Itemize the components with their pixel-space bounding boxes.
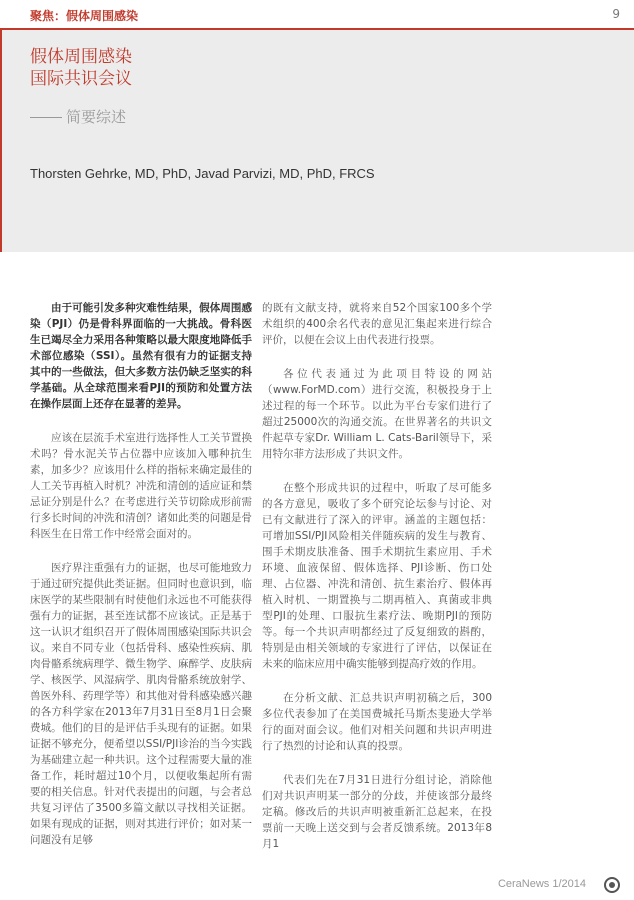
dash-decoration (30, 117, 62, 118)
article-title-line2: 国际共识会议 (30, 69, 132, 89)
page-number: 9 (612, 7, 620, 21)
body-paragraph: 代表们先在7月31日进行分组讨论，消除他们对共识声明某一部分的分歧，并使该部分最终定稿。修改后的共识声明被重新汇总起来，在投票前一天晚上送交到与会者反馈系统。2013年8月1 (262, 774, 492, 850)
article-subtitle (30, 106, 126, 127)
body-paragraph: 各位代表通过为此项目特设的网站（www.ForMD.com）进行交流，积极投身于上述过程的每一个环节。以此为平台专家们进行了超过25000次的沟通交流。在世界著名的共识文件起草专家Dr. William L. Cats-Baril领导下，采用特尔菲方法形成了共识文件。 (262, 368, 492, 460)
article-title-line1: 假体周围感染 (30, 47, 132, 67)
authors: Thorsten Gehrke, MD, PhD, Javad Parvizi, MD, PhD, FRCS (30, 166, 375, 181)
ceram-logo-icon (604, 877, 620, 893)
body-paragraph: 在整个形成共识的过程中，听取了尽可能多的各方意见，吸收了多个研究论坛参与讨论、对已有文献进行了深入的评审。涵盖的主题包括：可增加SSI/PJI风险相关伴随疾病的发生与教育、围手术期皮肤准备、围手术期抗生素应用、手术环境、血液保留、假体选择、PJI诊断、伤口处理、占位器、冲洗和清创、抗生素治疗、假体再植入时机、一期置换与二期再植入、真菌或非典型PJI的处理、口服抗生素疗法、晚期PJI的预防等。每一个共识声明都经过了反复细致的斟酌，特别是由相关领域的专家进行了评估，以保证在未来的临床应用中确实能够到提高疗效的作用。 (262, 482, 492, 670)
body-paragraph: 的既有文献支持，就将来自52个国家100多个学术组织的400余名代表的意见汇集起来进行综合评价，以便在会议上由代表进行投票。 (262, 302, 492, 346)
accent-line (0, 28, 2, 252)
top-bar (0, 0, 634, 30)
body-paragraph: 在分析文献、汇总共识声明初稿之后，300多位代表参加了在美国费城托马斯杰斐逊大学举行的面对面会议。他们对相关问题和共识声明进行了热烈的讨论和认真的投票。 (262, 692, 492, 752)
issue-label: CeraNews 1/2014 (497, 878, 586, 890)
left-column (30, 300, 252, 866)
lead-paragraph: 由于可能引发多种灾难性结果，假体周围感染（PJI）仍是骨科界面临的一大挑战。骨科医生已竭尽全力采用各种策略以最大限度地降低手术部位感染（SSI）。虽然有很有力的证据支持其中的一些做法，但大多数方法仍缺乏坚实的科学基础。从全球范围来看PJI的预防和处置方法在操作层面上还存在显著的差异。 (30, 302, 252, 410)
section-tag: 聚焦：假体周围感染 (30, 9, 139, 23)
body-paragraph: 应该在层流手术室进行选择性人工关节置换术吗？骨水泥关节占位器中应该加入哪种抗生素，加多少？应该用什么样的指标来确定最佳的人工关节再植入时机？冲洗和清创的适应证和禁忌证分别是什么？在考虑进行关节切除成形前需行多长时间的冲洗和清创？诸如此类的问题是骨科医生在日常工作中经常会面对的。 (30, 432, 252, 540)
body-paragraph: 医疗界注重强有力的证据，也尽可能地致力于通过研究提供此类证据。但同时也意识到，临床医学的某些限制有时使他们永远也不可能获得强有力的证据，甚至连试都不应该试。正是基于这一认识才组织召开了假体周围感染国际共识会议。来自不同专业（包括骨科、感染性疾病、肌肉骨骼系统病理学、微生物学、麻醉学、皮肤病学、核医学、风湿病学、肌肉骨骼系统放射学、兽医外科、药理学等）和其他对骨科感染感兴趣的各方科学家在2013年7月31日至8月1日会聚费城。他们的目的是评估手头现有的证据。如果证据不够充分，便希望以SSI/PJI诊治的当今实践为基础建立起一种共识。这个过程需要大量的准备工作，耗时超过10个月，以便收集起所有需要的相关信息。针对代表提出的问题，与会者总共复习评估了3500多篇文献以寻找相关证据。如果有现成的证据，则对其进行评价；如对某一问题没有足够 (30, 562, 252, 846)
right-column (262, 300, 492, 870)
subtitle-text: 简要综述 (66, 108, 127, 126)
